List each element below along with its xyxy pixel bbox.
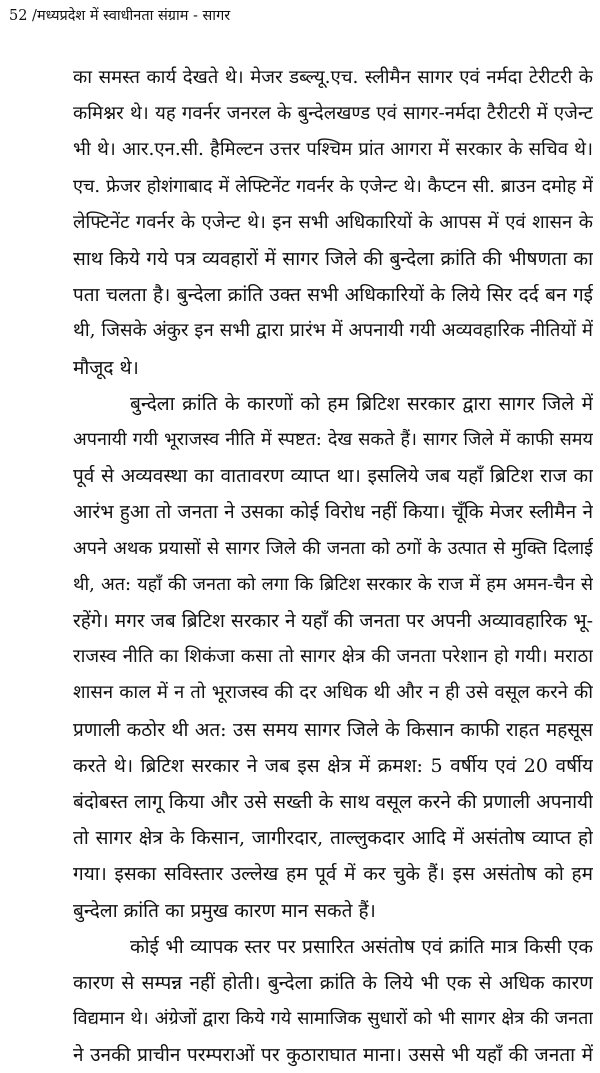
text-line: विद्यमान थे। अंग्रेजों द्वारा किये गये सामाजिक सुधारों को भी सागर क्षेत्र की जनता — [73, 1008, 593, 1030]
text-line: रहेंगे। मगर जब ब्रिटिश सरकार ने यहाँ की जनता पर अपनी अव्यावहारिक भू- — [73, 610, 593, 632]
text-line: पूर्व से अव्यवस्था का वातावरण व्याप्त था। इसलिये जब यहाँ ब्रिटिश राज का — [73, 465, 593, 488]
text-line: बंदोबस्त लागू किया और उसे सख्ती के साथ वसूल करने की प्रणाली अपनायी — [73, 791, 593, 813]
text-line: साथ किये गये पत्र व्यवहारों में सागर जिले की बुन्देला क्रांति की भीषणता का — [73, 248, 593, 270]
text-line: अपने अथक प्रयासों से सागर जिले की जनता को ठगों के उत्पात से मुक्ति दिलाई — [73, 537, 593, 559]
text-line: का समस्त कार्य देखते थे। मेजर डब्ल्यू.एच. स्लीमैन सागर एवं नर्मदा टेरीटरी के — [73, 67, 593, 88]
text-line: बुन्देला क्रांति का प्रमुख कारण मान सकते हैं। — [73, 899, 376, 922]
text-line: थी, अत: यहाँ की जनता को लगा कि ब्रिटिश सरकार के राज में हम अमन-चैन से — [73, 573, 593, 595]
text-line: एच. फ्रेजर होशंगाबाद में लेफ्टिनेंट गवर्नर के एजेन्ट थे। कैप्टन सी. ब्राउन दमोह में — [73, 175, 593, 197]
text-line: अपनायी गयी भूराजस्व नीति में स्पष्टत: देख सकते हैं। सागर जिले में काफी समय — [73, 429, 593, 450]
text-line: आरंभ हुआ तो जनता ने उसका कोई विरोध नहीं किया। चूँकि मेजर स्लीमैन ने — [73, 501, 593, 524]
text-line: पता चलता है। बुन्देला क्रांति उक्त सभी अधिकारियों के लिये सिर दर्द बन गई — [73, 284, 593, 307]
text-line: ने उनकी प्राचीन परम्पराओं पर कुठाराघात माना। उससे भी यहाँ की जनता में — [73, 1044, 593, 1067]
text-line: कारण से सम्पन्न नहीं होती। बुन्देला क्रांति के लिये भी एक से अधिक कारण — [73, 972, 593, 994]
text-line: प्रणाली कठोर थी अत: उस समय सागर जिले के किसान काफी राहत महसूस — [73, 718, 593, 741]
text-line: शासन काल में न तो भूराजस्व की दर अधिक थी और न ही उसे वसूल करने की — [73, 682, 593, 704]
text-line: बुन्देला क्रांति के कारणों को हम ब्रिटिश सरकार द्वारा सागर जिले में — [130, 392, 593, 415]
text-line: कमिश्नर थे। यह गवर्नर जनरल के बुन्देलखण्ड एवं सागर-नर्मदा टैरीटरी में एजेन्ट — [73, 103, 593, 125]
text-line: कोई भी व्यापक स्तर पर प्रसारित असंतोष एवं क्रांति मात्र किसी एक — [130, 935, 593, 958]
text-line: तो सागर क्षेत्र के किसान, जागीरदार, ताल्लुकदार आदि में असंतोष व्याप्त हो — [73, 827, 593, 850]
running-header: 52 /मध्यप्रदेश में स्वाधीनता संग्राम - सागर — [9, 8, 231, 24]
text-line: राजस्व नीति का शिकंजा कसा तो सागर क्षेत्र की जनता परेशान हो गयी। मराठा — [73, 646, 593, 668]
text-line: लेफ्टिनेंट गवर्नर के एजेन्ट थे। इन सभी अधिकारियों के आपस में एवं शासन के — [73, 211, 593, 233]
text-line: भी थे। आर.एन.सी. हैमिल्टन उत्तर पश्चिम प्रांत आगरा में सरकार के सचिव थे। — [73, 139, 593, 161]
text-line: गया। इसका सविस्तार उल्लेख हम पूर्व में कर चुके हैं। इस असंतोष को हम — [73, 863, 593, 886]
text-line: करते थे। ब्रिटिश सरकार ने जब इस क्षेत्र में क्रमश: 5 वर्षीय एवं 20 वर्षीय — [73, 754, 593, 777]
text-line: मौजूद थे। — [73, 356, 139, 379]
text-line: थी, जिसके अंकुर इन सभी द्वारा प्रारंभ में अपनायी गयी अव्यवहारिक नीतियों में — [73, 320, 593, 342]
